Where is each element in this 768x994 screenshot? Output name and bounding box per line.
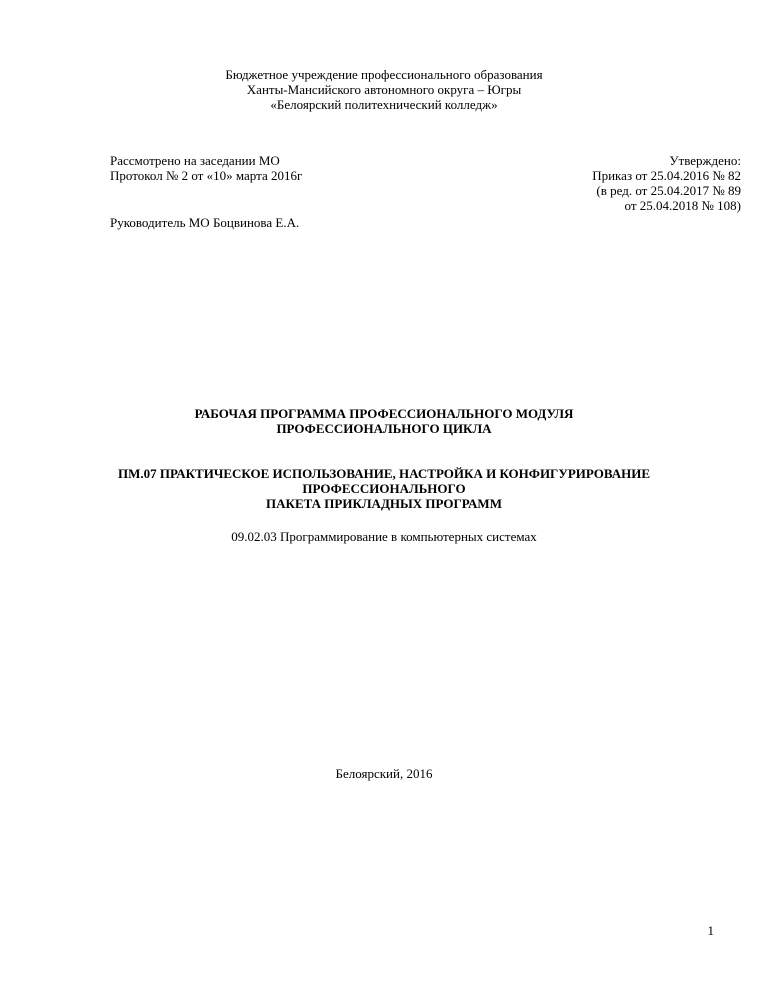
city-year — [0, 766, 768, 781]
page-number: 1 — [707, 923, 714, 938]
program-title — [0, 406, 768, 436]
institution-line-3: «Белоярский политехнический колледж» — [270, 97, 498, 112]
module-title-line-3: ПАКЕТА ПРИКЛАДНЫХ ПРОГРАММ — [266, 496, 502, 511]
specialty — [0, 529, 768, 544]
approval-block — [592, 153, 741, 213]
approval-heading: Утверждено: — [669, 153, 741, 168]
approval-order: Приказ от 25.04.2016 № 82 — [592, 168, 741, 183]
program-title-line-1: РАБОЧАЯ ПРОГРАММА ПРОФЕССИОНАЛЬНОГО МОДУЛЯ — [194, 406, 574, 421]
institution-header — [0, 67, 768, 112]
module-title-line-2: ПРОФЕССИОНАЛЬНОГО — [302, 481, 466, 496]
institution-line-1: Бюджетное учреждение профессионального образования — [225, 67, 543, 82]
institution-line-2: Ханты-Мансийского автономного округа – Югры — [246, 82, 522, 97]
approval-revision-2: от 25.04.2018 № 108) — [624, 198, 741, 213]
module-title — [0, 466, 768, 511]
specialty-text: 09.02.03 Программирование в компьютерных системах — [231, 529, 537, 544]
approval-revision-1: (в ред. от 25.04.2017 № 89 — [596, 183, 741, 198]
review-block — [110, 153, 302, 183]
module-title-line-1: ПМ.07 ПРАКТИЧЕСКОЕ ИСПОЛЬЗОВАНИЕ, НАСТРОЙКА И КОНФИГУРИРОВАНИЕ — [117, 466, 651, 481]
head-of-mo — [110, 215, 299, 230]
program-title-line-2: ПРОФЕССИОНАЛЬНОГО ЦИКЛА — [276, 421, 492, 436]
head-of-mo-text: Руководитель МО Боцвинова Е.А. — [110, 215, 300, 230]
review-line-1: Рассмотрено на заседании МО — [110, 153, 280, 168]
city-year-text: Белоярский, 2016 — [335, 766, 433, 781]
review-protocol: Протокол № 2 от «10» марта 2016г — [110, 168, 303, 183]
